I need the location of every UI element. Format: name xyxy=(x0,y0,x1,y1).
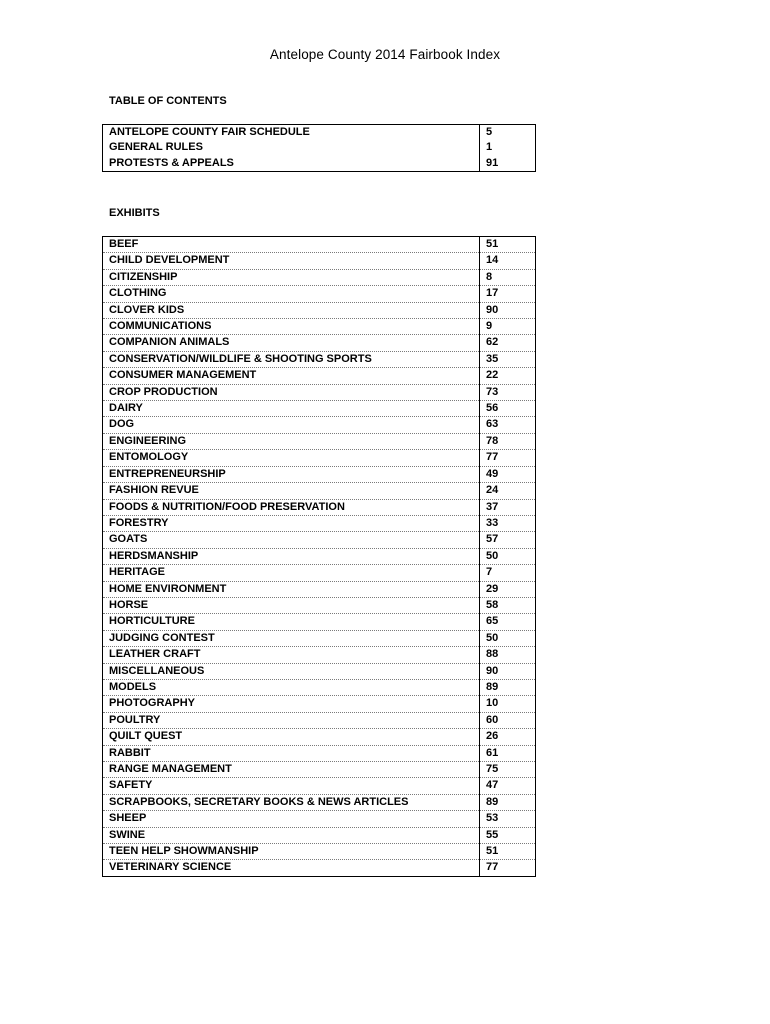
table-row xyxy=(103,827,536,843)
section-name: SWINE xyxy=(103,827,480,843)
page-number: 62 xyxy=(480,335,536,351)
page-number: 29 xyxy=(480,581,536,597)
page-number: 60 xyxy=(480,712,536,728)
section-name: POULTRY xyxy=(103,712,480,728)
section-name: TEEN HELP SHOWMANSHIP xyxy=(103,844,480,860)
section-name: HORTICULTURE xyxy=(103,614,480,630)
table-row xyxy=(103,384,536,400)
section-name: RANGE MANAGEMENT xyxy=(103,762,480,778)
table-row xyxy=(103,125,536,141)
section-name: FORESTRY xyxy=(103,515,480,531)
page-number: 56 xyxy=(480,401,536,417)
section-name: CROP PRODUCTION xyxy=(103,384,480,400)
page-number: 1 xyxy=(486,141,493,154)
page-number: 49 xyxy=(480,466,536,482)
page-number: 58 xyxy=(480,597,536,613)
page-number: 61 xyxy=(480,745,536,761)
page-number: 89 xyxy=(480,679,536,695)
table-row xyxy=(103,762,536,778)
table-row xyxy=(103,532,536,548)
page-number: 53 xyxy=(480,811,536,827)
section-name: COMPANION ANIMALS xyxy=(103,335,480,351)
table-row xyxy=(103,811,536,827)
table-row xyxy=(103,745,536,761)
exhibits-table xyxy=(102,236,536,877)
section-name: CONSUMER MANAGEMENT xyxy=(103,368,480,384)
page-number: 51 xyxy=(480,844,536,860)
page-number: 77 xyxy=(480,860,536,876)
table-row xyxy=(103,729,536,745)
table-row xyxy=(103,483,536,499)
section-name: SCRAPBOOKS, SECRETARY BOOKS & NEWS ARTICLES xyxy=(103,794,480,810)
section-name: ENTREPRENEURSHIP xyxy=(103,466,480,482)
section-name: GOATS xyxy=(103,532,480,548)
table-row xyxy=(103,140,536,155)
page-number: 55 xyxy=(480,827,536,843)
section-name: MODELS xyxy=(103,679,480,695)
page-number: 90 xyxy=(480,663,536,679)
table-row xyxy=(103,156,536,172)
table-row xyxy=(103,794,536,810)
section-name: LEATHER CRAFT xyxy=(103,647,480,663)
section-name: CHILD DEVELOPMENT xyxy=(103,253,480,269)
page-number: 17 xyxy=(480,286,536,302)
table-row xyxy=(103,368,536,384)
table-row xyxy=(103,712,536,728)
table-row xyxy=(103,647,536,663)
table-row xyxy=(103,630,536,646)
section-name: CITIZENSHIP xyxy=(103,269,480,285)
page-number: 77 xyxy=(480,450,536,466)
toc-table-body xyxy=(103,125,536,172)
section-name: VETERINARY SCIENCE xyxy=(103,860,480,876)
section-name: FASHION REVUE xyxy=(103,483,480,499)
section-name: QUILT QUEST xyxy=(103,729,480,745)
section-name: COMMUNICATIONS xyxy=(103,319,480,335)
page-number: 63 xyxy=(480,417,536,433)
page-number: 26 xyxy=(480,729,536,745)
exhibits-table-body xyxy=(103,237,536,877)
page-number: 88 xyxy=(480,647,536,663)
page-number: 14 xyxy=(480,253,536,269)
section-name: DOG xyxy=(103,417,480,433)
table-row xyxy=(103,663,536,679)
page-number: 90 xyxy=(480,302,536,318)
section-name: PHOTOGRAPHY xyxy=(103,696,480,712)
page-number: 5 xyxy=(486,126,493,138)
table-row xyxy=(103,499,536,515)
table-row xyxy=(103,696,536,712)
page-number: 78 xyxy=(480,433,536,449)
page-number: 50 xyxy=(480,630,536,646)
page-number: 73 xyxy=(480,384,536,400)
section-name: HERITAGE xyxy=(103,565,480,581)
page-number: 91 xyxy=(486,156,499,169)
section-name: DAIRY xyxy=(103,401,480,417)
section-name: JUDGING CONTEST xyxy=(103,630,480,646)
section-name: BEEF xyxy=(103,237,480,253)
section-name: ENTOMOLOGY xyxy=(103,450,480,466)
page-number: 8 xyxy=(480,269,536,285)
table-row xyxy=(103,466,536,482)
page-number: 57 xyxy=(480,532,536,548)
table-row xyxy=(103,351,536,367)
table-row xyxy=(103,237,536,253)
section-name: HOME ENVIRONMENT xyxy=(103,581,480,597)
table-row xyxy=(103,417,536,433)
page-number: 50 xyxy=(480,548,536,564)
table-row xyxy=(103,335,536,351)
table-row xyxy=(103,844,536,860)
table-row xyxy=(103,515,536,531)
table-row xyxy=(103,269,536,285)
page-number: 33 xyxy=(480,515,536,531)
table-row xyxy=(103,548,536,564)
table-row xyxy=(103,679,536,695)
page-number: 51 xyxy=(486,238,499,250)
section-name: ANTELOPE COUNTY FAIR SCHEDULE xyxy=(103,125,480,141)
section-name: ENGINEERING xyxy=(103,433,480,449)
table-row xyxy=(103,286,536,302)
section-name: SHEEP xyxy=(103,811,480,827)
document-title: Antelope County 2014 Fairbook Index xyxy=(269,47,501,62)
section-name: HORSE xyxy=(103,597,480,613)
section-name: PROTESTS & APPEALS xyxy=(103,156,480,172)
table-row xyxy=(103,401,536,417)
page-number: 89 xyxy=(480,794,536,810)
section-name: RABBIT xyxy=(103,745,480,761)
table-row xyxy=(103,581,536,597)
exhibits-heading: EXHIBITS xyxy=(109,207,160,219)
page-number: 9 xyxy=(480,319,536,335)
section-name: CONSERVATION/WILDLIFE & SHOOTING SPORTS xyxy=(103,351,480,367)
section-name: FOODS & NUTRITION/FOOD PRESERVATION xyxy=(103,499,480,515)
section-name: CLOTHING xyxy=(103,286,480,302)
table-row xyxy=(103,565,536,581)
page-number: 37 xyxy=(480,499,536,515)
section-name: CLOVER KIDS xyxy=(103,302,480,318)
table-row xyxy=(103,860,536,876)
page-number: 10 xyxy=(480,696,536,712)
section-name: GENERAL RULES xyxy=(103,140,480,155)
page-number: 35 xyxy=(480,351,536,367)
table-row xyxy=(103,302,536,318)
section-name: MISCELLANEOUS xyxy=(103,663,480,679)
page-number: 65 xyxy=(480,614,536,630)
table-row xyxy=(103,597,536,613)
table-row xyxy=(103,450,536,466)
page-number: 22 xyxy=(480,368,536,384)
page-number: 24 xyxy=(480,483,536,499)
page-number: 75 xyxy=(480,762,536,778)
page-number: 47 xyxy=(480,778,536,794)
page-number: 7 xyxy=(480,565,536,581)
table-row xyxy=(103,319,536,335)
section-name: HERDSMANSHIP xyxy=(103,548,480,564)
table-row xyxy=(103,778,536,794)
table-row xyxy=(103,253,536,269)
table-row xyxy=(103,614,536,630)
toc-heading: TABLE OF CONTENTS xyxy=(109,95,227,107)
toc-table xyxy=(102,124,536,172)
table-row xyxy=(103,433,536,449)
section-name: SAFETY xyxy=(103,778,480,794)
